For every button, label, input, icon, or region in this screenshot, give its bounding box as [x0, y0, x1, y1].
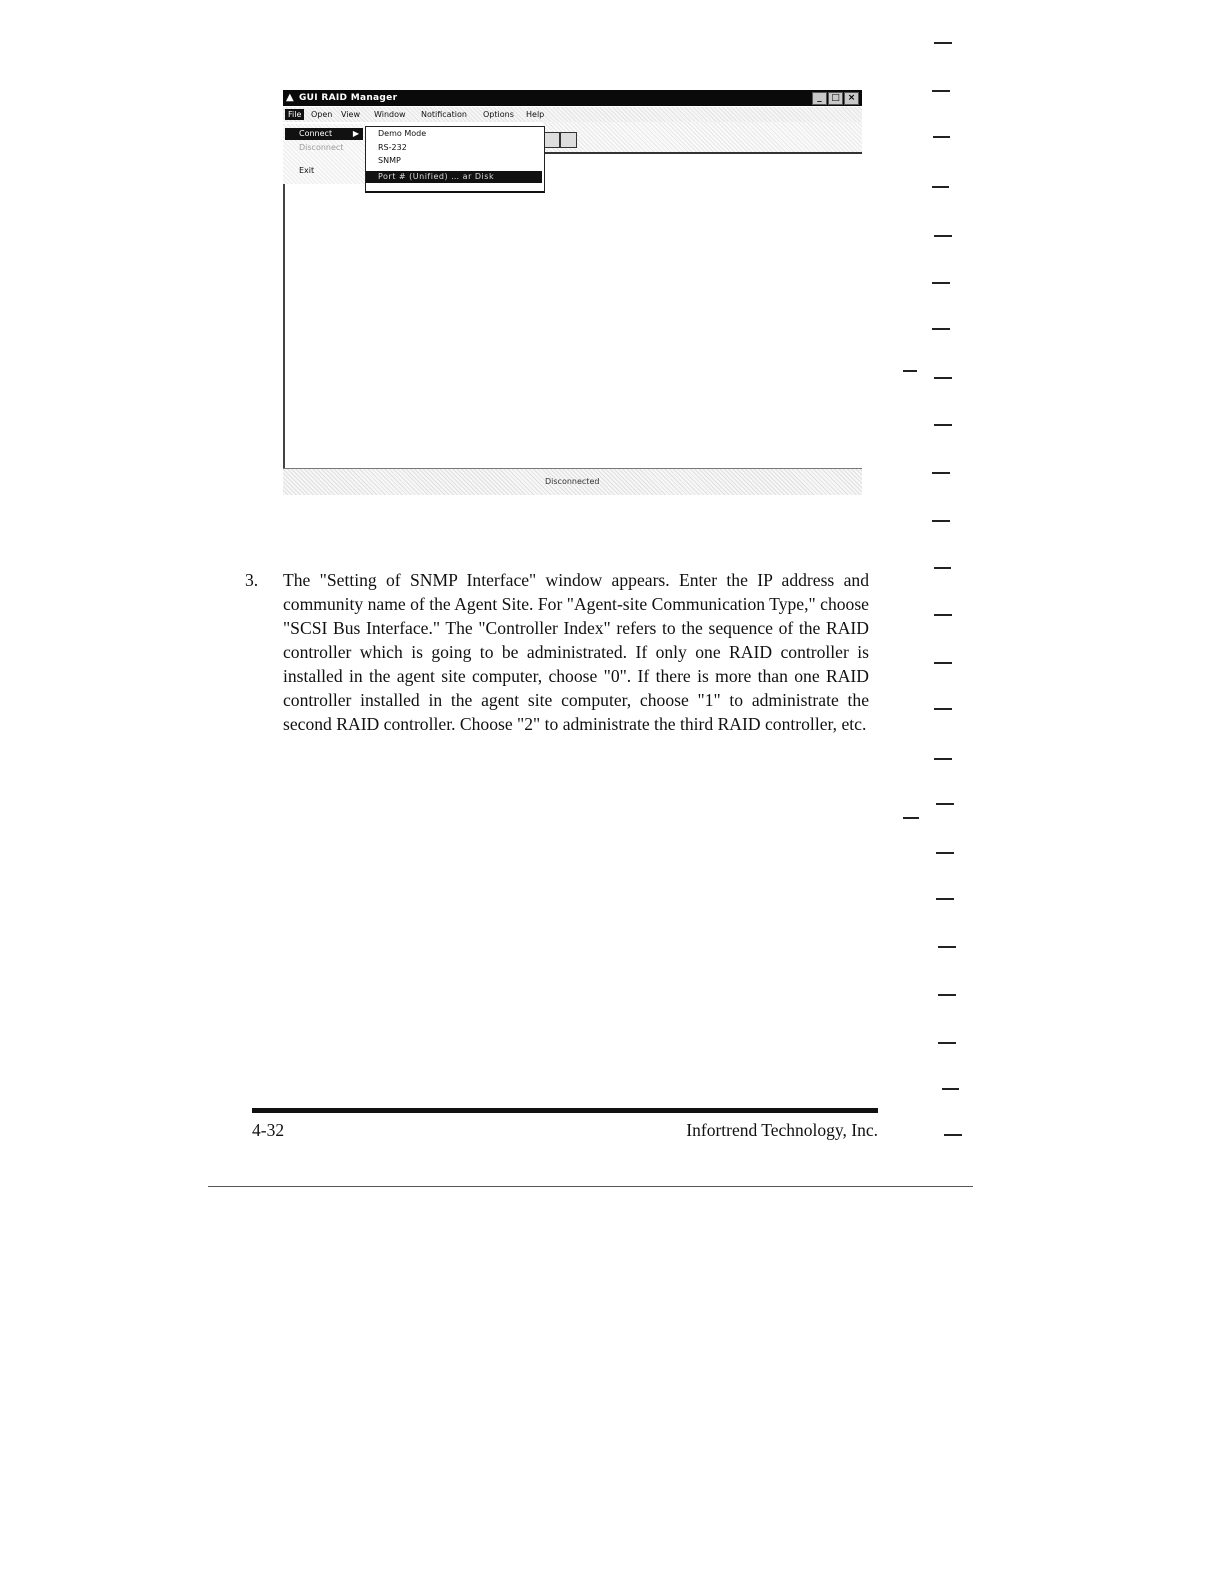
- margin-tick: [932, 186, 949, 188]
- submenu-arrow-icon: ▶: [352, 129, 359, 138]
- gui-raid-manager-window: [283, 90, 862, 494]
- menu-window[interactable]: Window: [374, 110, 406, 119]
- margin-tick: [934, 567, 951, 569]
- margin-tick: [936, 852, 954, 854]
- title-bar[interactable]: [283, 90, 862, 106]
- menu-notification[interactable]: Notification: [421, 110, 467, 119]
- margin-tick: [934, 424, 952, 426]
- status-text: Disconnected: [545, 477, 600, 486]
- margin-tick: [934, 42, 952, 44]
- menu-item-disconnect[interactable]: Disconnect: [299, 143, 344, 152]
- menu-bar: [283, 107, 862, 122]
- margin-tick: [932, 282, 950, 284]
- margin-tick: [932, 328, 950, 330]
- margin-tick: [936, 803, 954, 805]
- app-icon: ▲: [286, 92, 294, 103]
- file-menu-dropdown: [283, 124, 365, 184]
- window-controls: [812, 92, 859, 105]
- step-text: The "Setting of SNMP Interface" window appears. Enter the IP address and community name of the Agent Site. For "Agent-site Communication Type," choose "SCSI Bus Interface." The "Controller Index" refers to the sequence of the RAID controller which is going to be administrated. If only one RAID controller is installed in the agent site computer, choose "0". If there is more than one RAID controller installed in the agent site computer, choose "1" to administrate the second RAID controller. Choose "2" to administrate the third RAID controller, etc.: [283, 570, 869, 734]
- margin-tick: [934, 235, 952, 237]
- margin-tick: [903, 370, 917, 372]
- menu-item-connect-label: Connect: [299, 129, 333, 138]
- submenu-rs232[interactable]: RS-232: [378, 143, 407, 152]
- margin-tick: [903, 817, 919, 819]
- step-number: 3.: [245, 570, 259, 590]
- menu-item-connect[interactable]: [285, 128, 363, 140]
- connect-submenu: [365, 126, 545, 193]
- margin-tick: [932, 520, 950, 522]
- menu-help[interactable]: Help: [526, 110, 545, 119]
- submenu-demo-mode[interactable]: Demo Mode: [378, 129, 427, 138]
- margin-tick: [932, 90, 950, 92]
- margin-tick: [934, 708, 952, 710]
- margin-tick: [934, 758, 952, 760]
- margin-tick: [934, 614, 952, 616]
- margin-tick: [936, 898, 954, 900]
- window-title: GUI RAID Manager: [299, 93, 398, 103]
- margin-tick: [942, 1088, 959, 1090]
- main-content-area[interactable]: [283, 184, 864, 468]
- minimize-button[interactable]: _: [812, 92, 827, 105]
- margin-tick: [934, 377, 952, 379]
- page-bottom-rule: [208, 1186, 973, 1187]
- margin-tick: [932, 472, 950, 474]
- menu-open[interactable]: Open: [311, 110, 333, 119]
- footer-rule: [252, 1108, 878, 1113]
- toolbar: [543, 122, 862, 154]
- margin-tick: [944, 1134, 962, 1136]
- toolbar-chart-icon[interactable]: [560, 132, 577, 148]
- margin-tick: [933, 136, 950, 138]
- margin-tick: [934, 662, 952, 664]
- company-name: Infortrend Technology, Inc.: [686, 1120, 878, 1140]
- menu-view[interactable]: View: [341, 110, 360, 119]
- submenu-snmp[interactable]: SNMP: [378, 156, 401, 165]
- page-number: 4-32: [252, 1120, 285, 1140]
- menu-file[interactable]: File: [285, 109, 304, 120]
- margin-tick: [938, 946, 956, 948]
- close-button[interactable]: ×: [844, 92, 859, 105]
- status-bar: [283, 468, 862, 495]
- toolbar-save-icon[interactable]: [543, 132, 560, 148]
- menu-options[interactable]: Options: [483, 110, 514, 119]
- maximize-button[interactable]: □: [828, 92, 843, 105]
- menu-item-exit[interactable]: Exit: [299, 166, 315, 175]
- margin-tick: [938, 994, 956, 996]
- margin-tick: [938, 1042, 956, 1044]
- submenu-port-option[interactable]: Port # (Unified) … ar Disk: [366, 171, 542, 183]
